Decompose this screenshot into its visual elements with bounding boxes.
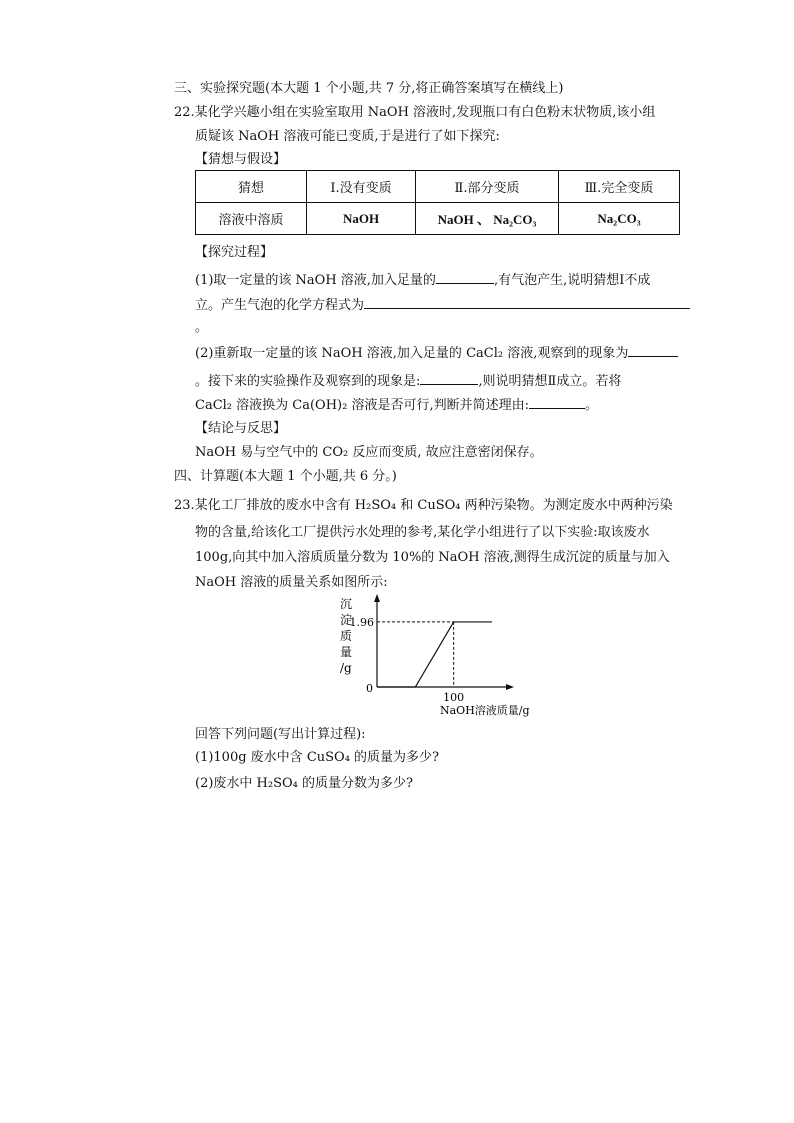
table-header-row (196, 171, 680, 203)
table-cell: Ⅲ.完全变质 (559, 171, 680, 203)
equation-blank[interactable] (364, 295, 690, 309)
answer-blank[interactable] (529, 395, 585, 409)
step2-line3 (195, 395, 598, 415)
table-cell (416, 203, 559, 235)
step2-text-c: ,则说明猜想Ⅱ成立。若将 (478, 374, 622, 389)
table-row (196, 203, 680, 235)
series-line (377, 622, 492, 687)
q23-line1: 23.某化工厂排放的废水中含有 H₂SO₄ 和 CuSO₄ 两种污染物。为测定废水中两种污染 (174, 498, 673, 513)
q23-line2: 物的含量,给该化工厂提供污水处理的参考,某化学小组进行了以下实验:取该废水 (195, 525, 650, 540)
origin-label: 0 (366, 682, 373, 695)
x-axis-arrow (506, 684, 514, 690)
step2-line2 (195, 371, 621, 391)
q22-line2: 质疑该 NaOH 溶液可能已变质,于是进行了如下探究: (195, 129, 500, 144)
section3-heading: 三、实验探究题(本大题 1 个小题,共 7 分,将正确答案填写在横线上) (174, 81, 564, 96)
table-cell: 猜想 (196, 171, 307, 203)
answer-prompt: 回答下列问题(写出计算过程): (195, 727, 366, 742)
table-cell (559, 203, 680, 235)
step1-line1 (195, 270, 650, 290)
sub-question-2: (2)废水中 H₂SO₄ 的质量分数为多少? (195, 776, 413, 791)
hypothesis-heading: 【猜想与假设】 (195, 152, 287, 167)
step1-line3: 。 (195, 320, 209, 335)
y-axis-title: 淀 (340, 613, 353, 627)
table-value: NaOH (342, 210, 380, 226)
q23-line4: NaOH 溶液的质量关系如图所示: (195, 575, 388, 590)
x-axis-title: NaOH溶液质量/g (440, 704, 530, 717)
sub-question-1: (1)100g 废水中含 CuSO₄ 的质量为多少? (195, 750, 440, 765)
y-tick-label: 1.96 (349, 615, 374, 629)
step2-text-a: (2)重新取一定量的该 NaOH 溶液,加入足量的 CaCl₂ 溶液,观察到的现象为 (195, 346, 629, 361)
y-axis-title: /g (340, 661, 352, 675)
table-cell (307, 203, 416, 235)
table-value: Na₂CO₃ (597, 210, 641, 226)
table-cell: Ⅰ.没有变质 (307, 171, 416, 203)
step1-text-a: (1)取一定量的该 NaOH 溶液,加入足量的 (195, 273, 436, 288)
step1-line2 (195, 295, 690, 315)
section4-heading: 四、计算题(本大题 1 个小题,共 6 分。) (174, 469, 397, 484)
q23-line3: 100g,向其中加入溶质质量分数为 10%的 NaOH 溶液,测得生成沉淀的质量与加入 (195, 550, 670, 565)
step2-text-b: 。接下来的实验操作及观察到的现象是: (195, 374, 421, 389)
table-value: NaOH 、 Na₂CO₃ (437, 212, 537, 227)
precipitate-chart (320, 590, 580, 720)
y-axis-title: 沉 (340, 597, 353, 611)
step1-text-c: 立。产生气泡的化学方程式为 (195, 298, 365, 313)
step2-line1 (195, 343, 678, 363)
answer-blank[interactable] (420, 371, 478, 385)
y-axis-title: 量 (340, 645, 353, 659)
process-heading: 【探究过程】 (195, 245, 274, 260)
answer-blank[interactable] (436, 270, 494, 284)
y-axis-arrow (374, 594, 380, 602)
x-tick-label: 100 (443, 691, 465, 704)
q22-line1: 22.某化学兴趣小组在实验室取用 NaOH 溶液时,发现瓶口有白色粉末状物质,该小组 (174, 105, 656, 120)
table-cell: 溶液中溶质 (196, 203, 307, 235)
hypothesis-table (195, 170, 680, 235)
table-cell: Ⅱ.部分变质 (416, 171, 559, 203)
conclusion-heading: 【结论与反思】 (195, 421, 287, 436)
step1-text-b: ,有气泡产生,说明猜想Ⅰ不成 (493, 273, 651, 288)
y-axis-title: 质 (340, 629, 353, 643)
answer-blank[interactable] (628, 343, 678, 357)
step2-text-d: CaCl₂ 溶液换为 Ca(OH)₂ 溶液是否可行,判断并简述理由: (195, 398, 529, 413)
step2-text-e: 。 (584, 398, 598, 413)
conclusion-text: NaOH 易与空气中的 CO₂ 反应而变质, 故应注意密闭保存。 (195, 445, 543, 460)
